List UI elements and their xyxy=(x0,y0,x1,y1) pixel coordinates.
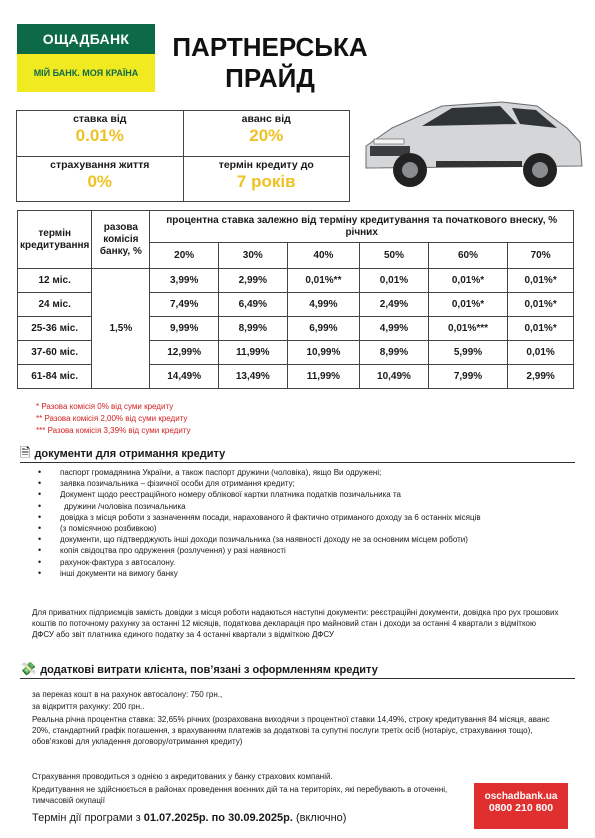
down-payment-header: 30% xyxy=(219,243,288,269)
list-item: • (з помісячною розбивкою) xyxy=(38,523,568,534)
down-payment-header: 60% xyxy=(428,243,507,269)
logo-slogan: МІЙ БАНК. МОЯ КРАЇНА xyxy=(17,54,155,92)
list-item: • інші документи на вимогу банку xyxy=(38,568,568,579)
param-advance: аванс від 20% xyxy=(183,111,350,157)
real-rate-text: Реальна річна процентна ставка: 32,65% річних (розрахована виходячи з процентної ставки 14,49%, строку кредитування 84 місяця, аванс 20%, стандартний графік погашення, з врахуванням платежів за додаткові та супутні послуги третіх осіб (нотаріус, страхування тощо), обов’язкові для укладення договору/отримання кредиту) xyxy=(32,715,550,747)
param-rate: ставка від 0.01% xyxy=(17,111,184,157)
down-payment-header: 50% xyxy=(360,243,429,269)
footnote: ** Разова комісія 2,00% від суми кредиту xyxy=(36,414,188,423)
list-item: • заявка позичальника – фізичної особи для отримання кредиту; xyxy=(38,478,568,489)
col-term-header: термін кредитування xyxy=(18,211,92,269)
down-payment-header: 70% xyxy=(508,243,574,269)
list-item: • довідка з місця роботи з зазначенням посади, нарахованого й фактично отриманого доходу за 6 останніх місяців xyxy=(38,512,568,523)
account-fee: за відкриття рахунку: 200 грн.. xyxy=(32,702,145,711)
money-icon: 💸 xyxy=(20,661,37,676)
title-line-2: ПРАЙД xyxy=(225,63,315,93)
logo-name: ОЩАДБАНК xyxy=(17,24,155,54)
title-line-1: ПАРТНЕРСЬКА xyxy=(172,32,368,62)
car-image xyxy=(352,76,587,194)
loan-params-table xyxy=(16,110,350,202)
down-payment-header: 20% xyxy=(150,243,219,269)
transfer-fee: за переказ кошт в на рахунок автосалону: 750 грн., xyxy=(32,690,223,699)
contact-block xyxy=(474,783,568,829)
table-row: 12 міс. 1,5% 3,99% 2,99% 0,01%** 0,01% 0,01%* 0,01%* xyxy=(18,269,574,293)
costs-section-header xyxy=(20,662,575,679)
table-row: 61-84 міс. 14,49% 13,49% 11,99% 10,49% 7,99% 2,99% xyxy=(18,365,574,389)
program-term: Термін дії програми з 01.07.2025р. по 30.09.2025р. (включно) xyxy=(32,812,347,824)
table-row: 24 міс. 7,49% 6,49% 4,99% 2,49% 0,01%* 0,01%* xyxy=(18,293,574,317)
down-payment-header: 40% xyxy=(287,243,360,269)
col-fee-header: разова комісія банку, % xyxy=(92,211,150,269)
costs-section-title: додаткові витрати клієнта, пов’язані з оформленням кредиту xyxy=(40,664,378,676)
limits-text: Кредитування не здійснюється в районах проведення воєнних дій та на територіях, які перебувають в оточенні, тимчасовій окупації xyxy=(32,785,448,806)
entrepreneurs-text: Для приватних підприємців замість довідки з місця роботи надаються наступні документи: реєстраційні документи, довідка про рух грошових коштів по поточному рахунку за останні 12 місяців, податкова декларація про майновий стан і доходи за останні 4 квартали з відміткою ДФСУ або звіт платника єдиного податку за 4 останні квартали з відміткою ДФСУ xyxy=(32,608,559,640)
fee-cell: 1,5% xyxy=(92,269,150,389)
list-item: • документи, що підтверджують інші доходи позичальника (за наявності доходу не за основним місцем роботи) xyxy=(38,534,568,545)
footnote: * Разова комісія 0% від суми кредиту xyxy=(36,402,174,411)
param-term: термін кредиту до 7 років xyxy=(183,156,350,202)
docs-section-header xyxy=(20,446,575,463)
list-item: • копія свідоцтва про одруження (розлучення) у разі наявності xyxy=(38,545,568,556)
website-link[interactable]: oschadbank.ua xyxy=(484,791,558,802)
docs-list xyxy=(38,467,568,579)
footnotes xyxy=(36,401,191,437)
table-row: 25-36 міс. 9,99% 8,99% 6,99% 4,99% 0,01%*** 0,01%* xyxy=(18,317,574,341)
col-group-header: процентна ставка залежно від терміну кредитування та початкового внеску, % річних xyxy=(150,211,574,243)
insurance-text: Страхування проводиться з однією з акредитованих у банку страхових компаній. xyxy=(32,772,333,781)
bank-logo xyxy=(17,24,155,92)
docs-section-title: документи для отримання кредиту xyxy=(34,448,226,460)
table-row: 37-60 міс. 12,99% 11,99% 10,99% 8,99% 5,99% 0,01% xyxy=(18,341,574,365)
document-icon: 🗎 xyxy=(20,445,31,460)
list-item: • паспорт громадянина України, а також паспорт дружини (чоловіка), якщо Ви одружені; xyxy=(38,467,568,478)
footnote: *** Разова комісія 3,39% від суми кредиту xyxy=(36,426,191,435)
list-item: • дружини /чоловіка позичальника xyxy=(38,501,568,512)
list-item: • Документ щодо реєстраційного номеру облікової картки платника податків позичальника та xyxy=(38,489,568,500)
param-life-insurance: страхування життя 0% xyxy=(17,156,184,202)
phone-number[interactable]: 0800 210 800 xyxy=(488,802,554,814)
list-item: • рахунок-фактура з автосалону. xyxy=(38,557,568,568)
rates-table xyxy=(17,210,574,389)
